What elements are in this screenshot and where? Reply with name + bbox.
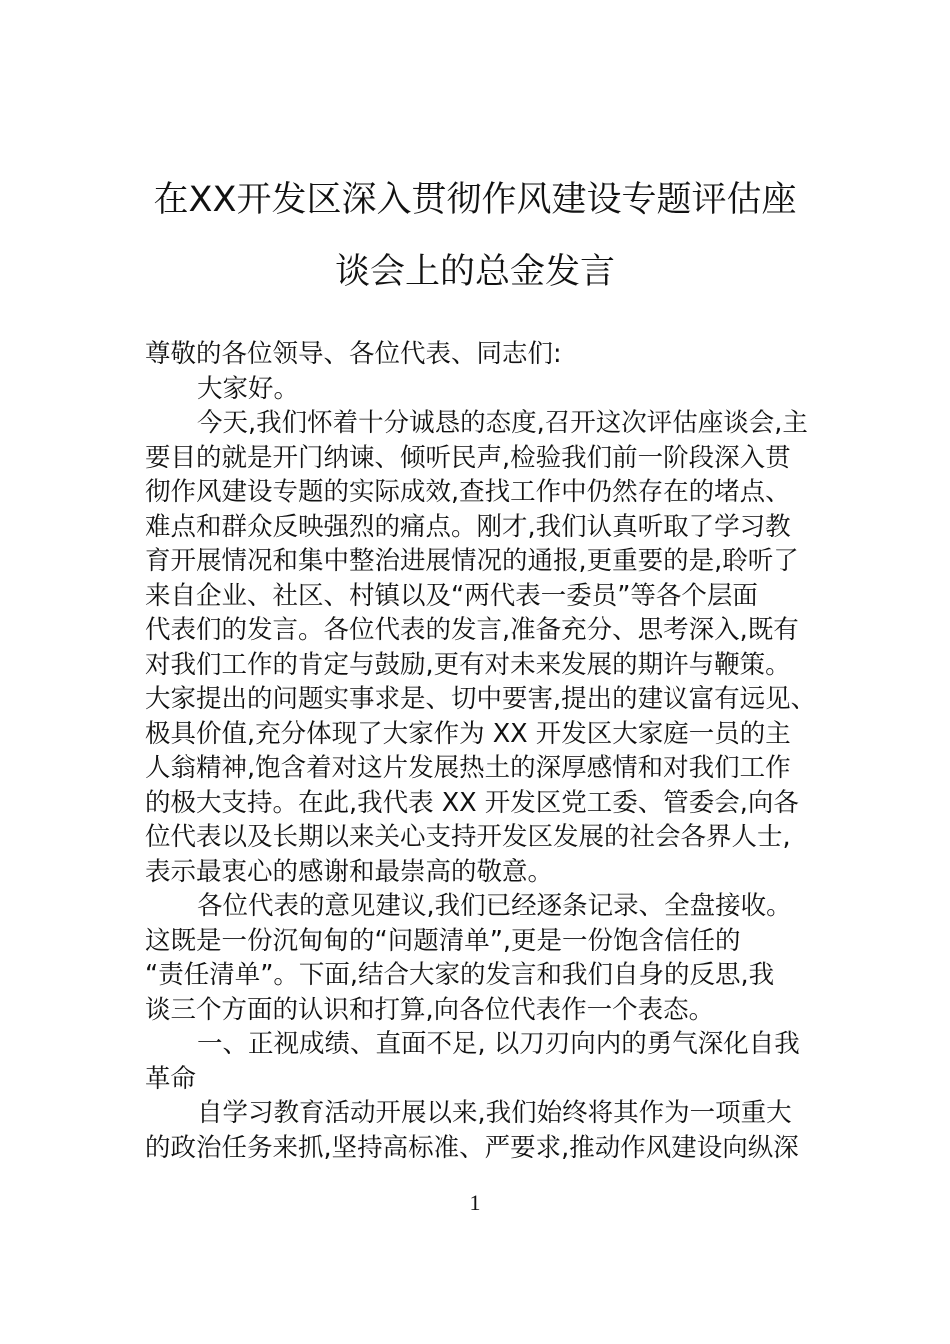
text-line: 的政治任务来抓,坚持高标准、严要求,推动作风建设向纵深 bbox=[145, 1132, 799, 1163]
text-line: 彻作风建设专题的实际成效,查找工作中仍然存在的堵点、 bbox=[145, 477, 791, 507]
text-line: 革命 bbox=[145, 1063, 197, 1094]
text-line: 人翁精神,饱含着对这片发展热土的深厚感情和对我们工作 bbox=[145, 753, 791, 783]
text-line: 难点和群众反映强烈的痛点。刚才,我们认真听取了学习教 bbox=[145, 511, 791, 542]
text-line: 的极大支持。在此,我代表 XX 开发区党工委、管委会,向各 bbox=[145, 787, 799, 818]
text-line: 育开展情况和集中整治进展情况的通报,更重要的是,聆听了 bbox=[145, 546, 799, 576]
text-line: 来自企业、社区、村镇以及“两代表一委员”等各个层面 bbox=[145, 580, 758, 611]
page-number: 1 bbox=[469, 1190, 481, 1215]
text-line: 尊敬的各位领导、各位代表、同志们: bbox=[145, 339, 562, 369]
text-line: 极具价值,充分体现了大家作为 XX 开发区大家庭一员的主 bbox=[145, 718, 791, 749]
document-title-line-2: 谈会上的总金发言 bbox=[334, 252, 615, 292]
text-line: 这既是一份沉甸甸的“问题清单”,更是一份饱含信任的 bbox=[145, 925, 741, 956]
text-line: 要目的就是开门纳谏、倾听民声,检验我们前一阶段深入贯 bbox=[145, 442, 791, 473]
text-line: 今天,我们怀着十分诚恳的态度,召开这次评估座谈会,主 bbox=[197, 408, 808, 438]
text-line: 大家提出的问题实事求是、切中要害,提出的建议富有远见、 bbox=[145, 684, 817, 714]
document-title-line-1: 在XX开发区深入贯彻作风建设专题评估座 bbox=[153, 180, 797, 220]
text-line: 位代表以及长期以来关心支持开发区发展的社会各界人士, bbox=[145, 822, 791, 852]
text-line: 大家好。 bbox=[197, 373, 300, 404]
text-line: 表示最衷心的感谢和最崇高的敬意。 bbox=[145, 856, 554, 887]
text-line: 对我们工作的肯定与鼓励,更有对未来发展的期许与鞭策。 bbox=[145, 649, 791, 680]
text-line: 代表们的发言。各位代表的发言,准备充分、思考深入,既有 bbox=[145, 615, 799, 645]
text-line: 自学习教育活动开展以来,我们始终将其作为一项重大 bbox=[197, 1098, 792, 1128]
text-line: “责任清单”。下面,结合大家的发言和我们自身的反思,我 bbox=[145, 960, 775, 990]
text-line: 谈三个方面的认识和打算,向各位代表作一个表态。 bbox=[145, 994, 715, 1025]
text-line: 一、正视成绩、直面不足, 以刀刃向内的勇气深化自我 bbox=[197, 1029, 800, 1059]
document-body bbox=[145, 337, 815, 1165]
text-line: 各位代表的意见建议,我们已经逐条记录、全盘接收。 bbox=[197, 891, 792, 921]
